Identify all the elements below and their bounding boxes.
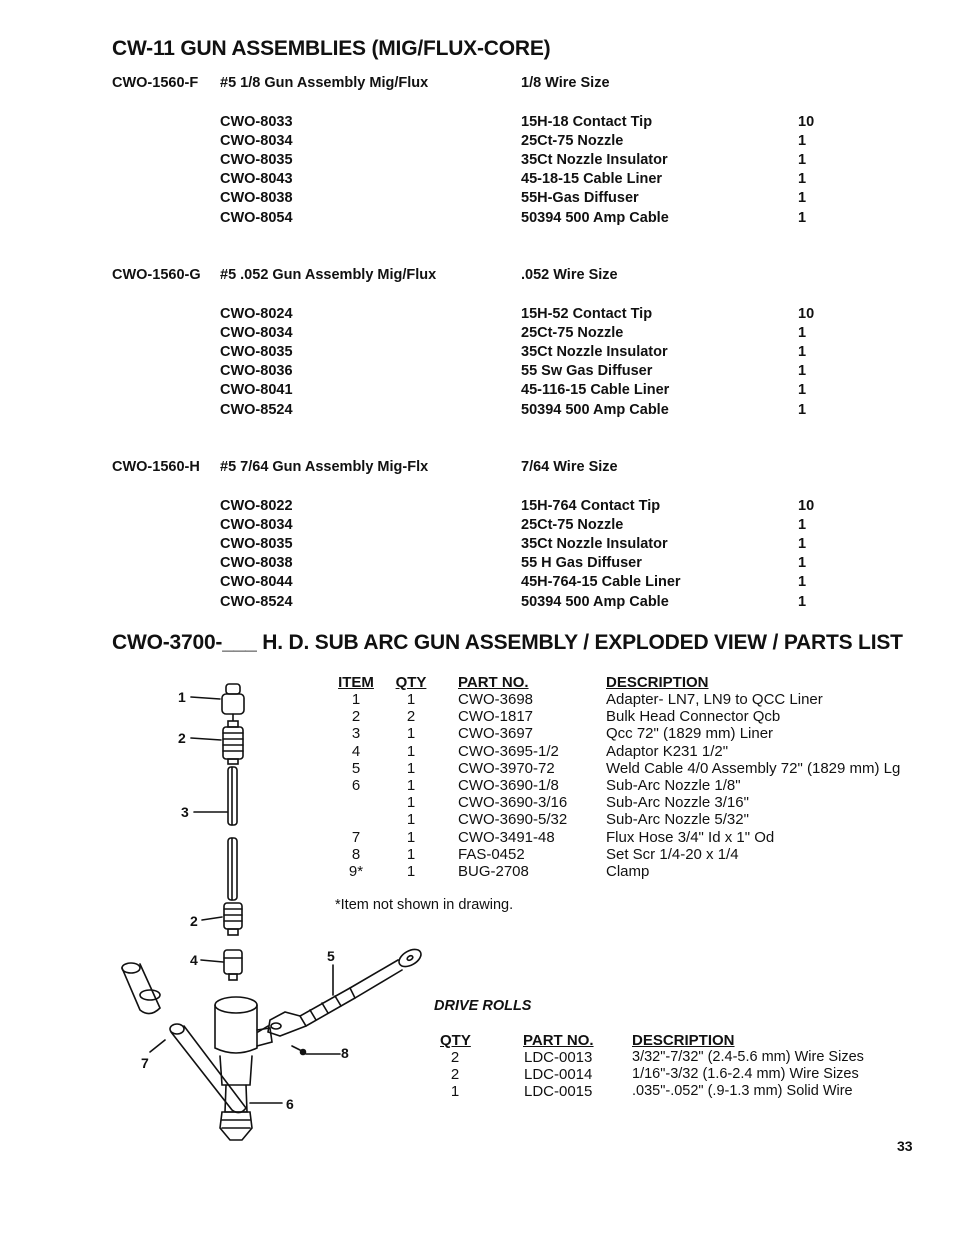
parts-row-part: CWO-3690-1/8 xyxy=(458,777,559,794)
parts-row-item: 9* xyxy=(348,863,364,880)
parts-footnote: *Item not shown in drawing. xyxy=(335,897,514,913)
parts-row-part: CWO-3697 xyxy=(458,725,534,743)
parts-row-part: CWO-3690-5/32 xyxy=(458,811,568,829)
assembly-part-description: 25Ct-75 Nozzle xyxy=(521,325,624,342)
assembly-part-number: CWO-8524 xyxy=(220,401,293,418)
assembly-part-qty: 1 xyxy=(798,401,807,418)
assembly-code: CWO-1560-H xyxy=(112,459,200,475)
drive-rolls-row-description: 3/32"-7/32" (2.4-5.6 mm) Wire Sizes xyxy=(632,1049,864,1065)
flux-hose-part-7 xyxy=(122,963,246,1113)
assembly-part-description: 50394 500 Amp Cable xyxy=(521,593,669,610)
liner-part-3 xyxy=(228,767,237,900)
assembly-part-qty: 1 xyxy=(798,517,807,534)
assembly-part-description: 55 H Gas Diffuser xyxy=(521,555,642,572)
adaptor-part-4 xyxy=(224,950,242,980)
parts-row-description: Qcc 72" (1829 mm) Liner xyxy=(606,725,774,743)
assembly-wire-size: 1/8 Wire Size xyxy=(521,75,610,91)
parts-row-qty: 1 xyxy=(406,777,416,794)
assembly-part-qty: 1 xyxy=(798,209,807,226)
parts-row-item: 6 xyxy=(351,777,361,794)
drive-rolls-row-part: LDC-0015 xyxy=(524,1083,593,1101)
parts-row-part: CWO-3698 xyxy=(458,691,534,708)
callout-5: 5 xyxy=(327,948,335,964)
assembly-part-qty: 1 xyxy=(798,363,807,380)
drive-rolls-row-part: LDC-0013 xyxy=(524,1049,593,1066)
assembly-part-description: 35Ct Nozzle Insulator xyxy=(521,344,668,361)
gun-body xyxy=(215,997,272,1140)
assembly-part-number: CWO-8034 xyxy=(220,325,293,342)
assembly-part-number: CWO-8035 xyxy=(220,344,293,361)
parts-row-item: 8 xyxy=(351,845,361,863)
assembly-part-number: CWO-8034 xyxy=(220,133,293,150)
assembly-part-number: CWO-8043 xyxy=(220,171,293,188)
parts-row-qty: 1 xyxy=(406,742,416,760)
assembly-part-description: 25Ct-75 Nozzle xyxy=(521,133,624,150)
assembly-part-number: CWO-8022 xyxy=(220,498,293,514)
parts-row-item: 5 xyxy=(351,759,361,777)
assembly-part-description: 45-18-15 Cable Liner xyxy=(521,171,663,188)
callout-6: 6 xyxy=(286,1096,294,1112)
assembly-part-qty: 1 xyxy=(798,171,807,188)
assembly-part-description: 35Ct Nozzle Insulator xyxy=(521,536,668,553)
assembly-wire-size: .052 Wire Size xyxy=(521,267,618,283)
parts-row-part: FAS-0452 xyxy=(458,845,525,863)
parts-row-description: Sub-Arc Nozzle 5/32" xyxy=(606,811,749,829)
assembly-part-qty: 1 xyxy=(798,325,807,342)
assembly-part-number: CWO-8035 xyxy=(220,536,293,553)
parts-row-item: 3 xyxy=(351,725,361,743)
section-title-sub-arc: CWO-3700-___ H. D. SUB ARC GUN ASSEMBLY / EXPLODED VIEW / PARTS LIST xyxy=(112,631,903,654)
weld-cable-part-5 xyxy=(258,946,424,1036)
assembly-code: CWO-1560-F xyxy=(112,75,199,91)
drive-rolls-header-description: DESCRIPTION xyxy=(632,1032,735,1049)
parts-header-part: PART NO. xyxy=(458,674,529,691)
assembly-part-qty: 1 xyxy=(798,382,807,399)
assembly-part-qty: 1 xyxy=(798,133,807,150)
assembly-part-description: 45H-764-15 Cable Liner xyxy=(521,574,681,591)
assembly-part-qty: 1 xyxy=(798,574,807,591)
parts-row-part: BUG-2708 xyxy=(458,863,529,880)
parts-row-qty: 1 xyxy=(406,759,416,777)
assembly-part-number: CWO-8033 xyxy=(220,114,293,130)
parts-row-part: CWO-1817 xyxy=(458,708,534,726)
parts-row-qty: 1 xyxy=(406,845,416,863)
parts-row-part: CWO-3695-1/2 xyxy=(458,742,559,760)
bulkhead-connector-top xyxy=(223,721,243,764)
parts-row-item: 2 xyxy=(351,708,361,726)
callout-7: 7 xyxy=(141,1055,149,1071)
parts-row-item: 1 xyxy=(351,691,361,708)
leader-1 xyxy=(191,697,220,699)
assembly-part-description: 45-116-15 Cable Liner xyxy=(521,382,670,399)
assembly-part-qty: 10 xyxy=(798,114,815,130)
drive-rolls-row-description: 1/16"-3/32 (1.6-2.4 mm) Wire Sizes xyxy=(632,1066,859,1083)
parts-row-description: Clamp xyxy=(606,863,650,880)
parts-row-description: Adaptor K231 1/2" xyxy=(606,742,729,760)
assembly-part-number: CWO-8024 xyxy=(220,306,293,322)
assembly-part-qty: 1 xyxy=(798,152,807,169)
parts-row-qty: 2 xyxy=(406,708,416,726)
drive-rolls-row-qty: 2 xyxy=(450,1049,460,1066)
page-title: CW-11 GUN ASSEMBLIES (MIG/FLUX-CORE) xyxy=(112,37,551,60)
callout-2-bottom: 2 xyxy=(190,913,198,929)
parts-row-description: Sub-Arc Nozzle 1/8" xyxy=(606,777,741,794)
parts-row-qty: 1 xyxy=(406,828,416,846)
assembly-part-qty: 1 xyxy=(798,190,807,207)
leader-2-top xyxy=(191,738,221,740)
assembly-part-qty: 10 xyxy=(798,306,815,322)
parts-row-qty: 1 xyxy=(406,725,416,743)
assembly-part-description: 15H-52 Contact Tip xyxy=(521,306,653,322)
parts-row-part: CWO-3970-72 xyxy=(458,759,555,777)
callout-2-top: 2 xyxy=(178,730,186,746)
page-number: 33 xyxy=(897,1138,913,1154)
leader-4 xyxy=(201,960,223,962)
parts-row-description: Sub-Arc Nozzle 3/16" xyxy=(606,794,749,812)
drive-rolls-row-qty: 1 xyxy=(450,1083,460,1101)
parts-row-description: Set Scr 1/4-20 x 1/4 xyxy=(606,845,739,863)
assembly-part-number: CWO-8036 xyxy=(220,363,293,380)
drive-rolls-header-part: PART NO. xyxy=(523,1032,594,1049)
assembly-part-number: CWO-8035 xyxy=(220,152,293,169)
assembly-part-number: CWO-8038 xyxy=(220,555,293,572)
parts-row-qty: 1 xyxy=(406,811,416,829)
parts-header-qty: QTY xyxy=(395,674,427,691)
callout-4: 4 xyxy=(190,952,198,968)
leader-7 xyxy=(150,1040,165,1052)
drive-rolls-row-part: LDC-0014 xyxy=(524,1066,593,1084)
callout-3: 3 xyxy=(181,804,189,820)
assembly-part-description: 15H-18 Contact Tip xyxy=(521,114,653,130)
assembly-part-description: 50394 500 Amp Cable xyxy=(521,401,669,418)
assembly-name: #5 .052 Gun Assembly Mig/Flux xyxy=(220,267,437,283)
assembly-part-number: CWO-8054 xyxy=(220,209,293,226)
assembly-part-description: 25Ct-75 Nozzle xyxy=(521,517,624,534)
callout-1: 1 xyxy=(178,689,186,705)
assembly-part-number: CWO-8034 xyxy=(220,517,293,534)
drive-rolls-title: DRIVE ROLLS xyxy=(434,998,532,1014)
leader-2-bottom xyxy=(202,917,222,920)
assembly-part-description: 55H-Gas Diffuser xyxy=(521,190,639,207)
parts-row-item: 4 xyxy=(351,742,361,760)
drive-rolls-row-qty: 2 xyxy=(450,1066,460,1084)
parts-row-qty: 1 xyxy=(406,794,416,812)
assembly-name: #5 1/8 Gun Assembly Mig/Flux xyxy=(220,75,429,91)
callout-8: 8 xyxy=(341,1045,349,1061)
bulkhead-connector-bottom xyxy=(224,903,242,935)
assembly-part-number: CWO-8044 xyxy=(220,574,293,591)
parts-row-part: CWO-3690-3/16 xyxy=(458,794,568,812)
assembly-part-qty: 1 xyxy=(798,344,807,361)
assembly-name: #5 7/64 Gun Assembly Mig-Flx xyxy=(220,459,429,475)
assembly-part-description: 35Ct Nozzle Insulator xyxy=(521,152,668,169)
drive-rolls-header-qty: QTY xyxy=(440,1032,471,1049)
assembly-code: CWO-1560-G xyxy=(112,267,201,283)
assembly-part-number: CWO-8524 xyxy=(220,593,293,610)
drive-rolls-row-description: .035"-.052" (.9-1.3 mm) Solid Wire xyxy=(632,1083,853,1100)
adapter-part-1 xyxy=(222,684,244,720)
assembly-part-number: CWO-8038 xyxy=(220,190,293,207)
parts-row-description: Adapter- LN7, LN9 to QCC Liner xyxy=(606,691,823,708)
assembly-part-description: 50394 500 Amp Cable xyxy=(521,209,669,226)
assembly-part-qty: 1 xyxy=(798,536,807,553)
parts-row-description: Flux Hose 3/4" Id x 1" Od xyxy=(606,828,775,846)
parts-header-item: ITEM xyxy=(338,674,374,691)
assembly-part-qty: 1 xyxy=(798,555,807,572)
assembly-part-number: CWO-8041 xyxy=(220,382,293,399)
parts-row-qty: 1 xyxy=(406,691,416,708)
assembly-wire-size: 7/64 Wire Size xyxy=(521,459,618,475)
set-screw-part-8 xyxy=(292,1046,340,1055)
parts-row-part: CWO-3491-48 xyxy=(458,828,555,846)
assembly-part-description: 15H-764 Contact Tip xyxy=(521,498,661,514)
parts-header-description: DESCRIPTION xyxy=(606,674,709,691)
parts-row-description: Weld Cable 4/0 Assembly 72" (1829 mm) Lg xyxy=(606,759,901,777)
assembly-part-description: 55 Sw Gas Diffuser xyxy=(521,363,653,380)
assembly-part-qty: 10 xyxy=(798,498,815,514)
parts-row-qty: 1 xyxy=(406,863,416,880)
parts-row-description: Bulk Head Connector Qcb xyxy=(606,708,781,726)
assembly-part-qty: 1 xyxy=(798,593,807,610)
parts-row-item: 7 xyxy=(351,828,361,846)
